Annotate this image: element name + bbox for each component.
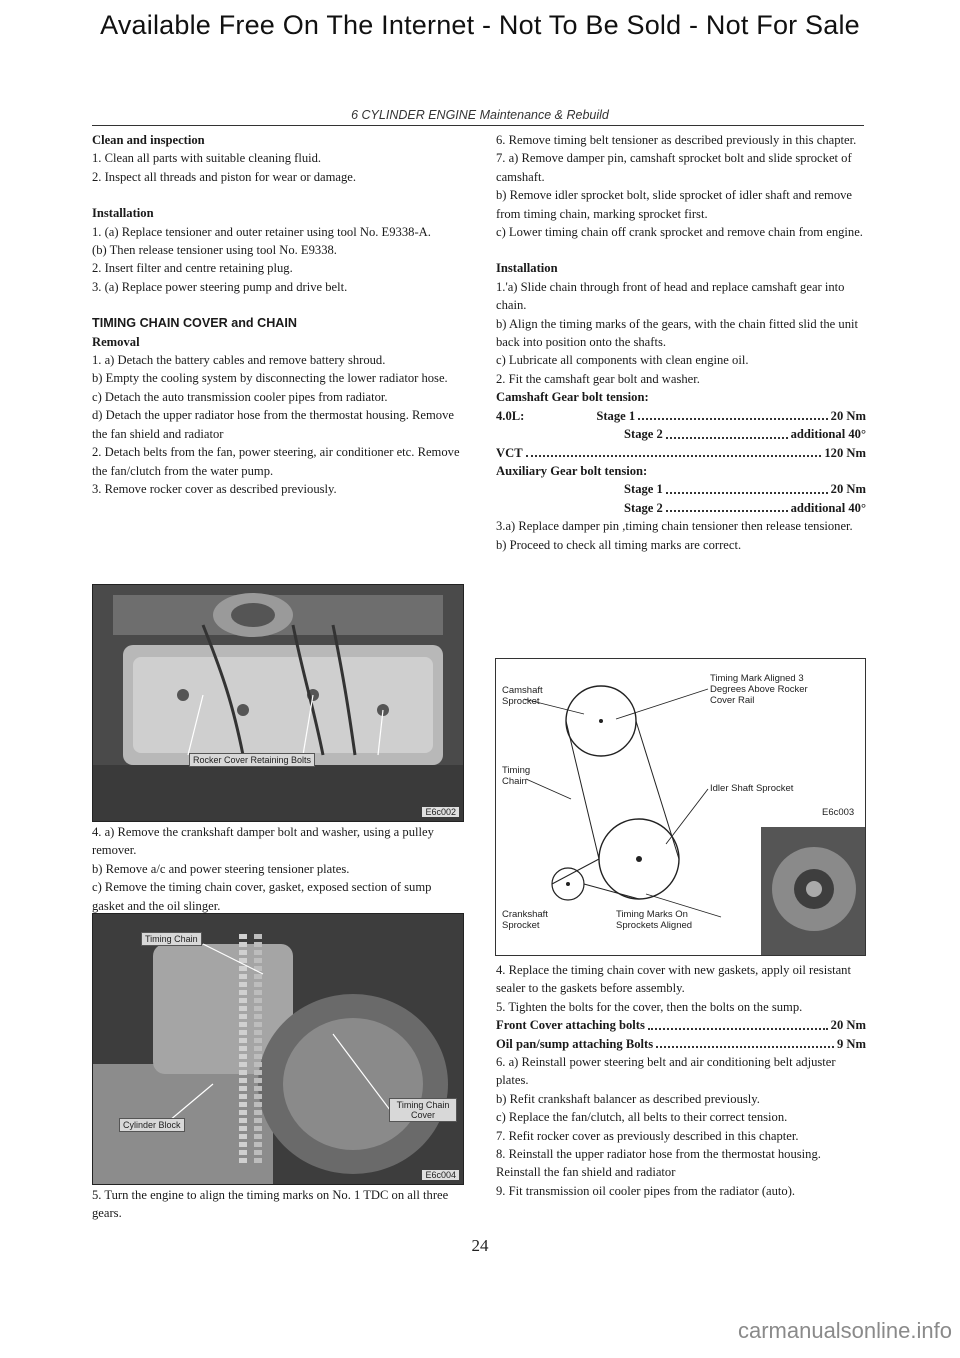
spec-stage2-label: Stage 2 [624,427,663,442]
left-column-mid [92,823,464,915]
removal-step-7a: 7. a) Remove damper pin, camshaft sprocket bolt and slide sprocket of camshaft. [496,151,852,184]
rocker-bolts-label: Rocker Cover Retaining Bolts [189,753,315,767]
install-step-r8: 8. Reinstall the upper radiator hose from the thermostat housing. Reinstall the fan shield and radiator [496,1147,821,1180]
install-step-r7: 7. Refit rocker cover as previously described in this chapter. [496,1128,799,1143]
fig3-code: E6c003 [822,807,855,818]
removal-step-4a: 4. a) Remove the crankshaft damper bolt and washer, using a pulley remover. [92,825,434,858]
aux-tension-heading: Auxiliary Gear bolt tension: [496,463,648,478]
section-title: TIMING CHAIN COVER and CHAIN [92,316,297,331]
removal-step-3: 3. Remove rocker cover as described previously. [92,481,337,496]
header-rule [92,125,864,126]
spec-aux-stage1-value: 20 Nm [830,482,866,497]
removal-step-1a: 1. a) Detach the battery cables and remove battery shroud. [92,353,386,368]
clean-heading: Clean and inspection [92,133,205,147]
timing-marks-diagram [495,658,866,956]
install-step-r5: 5. Tighten the bolts for the cover, then the bolts on the sump. [496,999,803,1014]
spec-aux-stage1-label: Stage 1 [624,482,663,497]
cam-sprocket-label: Camshaft Sprocket [502,685,543,707]
engine-rocker-cover-photo [92,584,464,822]
install-step-r3b: b) Proceed to check all timing marks are correct. [496,537,742,552]
fig1-code: E6c002 [422,807,459,817]
spec-aux-stage2-label: Stage 2 [624,500,663,515]
spec-vct [496,444,866,462]
spec-aux-stage2 [496,499,866,517]
idler-sprocket-label: Idler Shaft Sprocket [710,783,794,794]
removal-step-7c: c) Lower timing chain off crank sprocket and remove chain from engine. [496,225,863,240]
marks-aligned-label: Timing Marks On Sprockets Aligned [616,909,693,931]
timing-mark-top-label: Timing Mark Aligned 3 Degrees Above Rocker Cover Rail [710,673,808,706]
removal-heading: Removal [92,334,140,349]
removal-step-4b: b) Remove a/c and power steering tensioner plates. [92,861,350,876]
right-column-bottom [496,961,866,1200]
removal-step-6: 6. Remove timing belt tensioner as described previously in this chapter. [496,133,857,147]
footer-watermark: carmanualsonline.info [737,1318,952,1343]
spec-aux-stage1 [496,480,866,498]
engine-photo-art [93,585,463,821]
install-step-1b: (b) Then release tensioner using tool No. E9338. [92,243,337,258]
install-step-r1b: b) Align the timing marks of the gears, with the chain fitted slid the unit back into position onto the shafts. [496,316,859,350]
spec-vct-value: 120 Nm [824,445,866,460]
left-column-bottom [92,1186,464,1223]
spec-aux-stage2-value: additional 40° [790,500,866,515]
install-step-3: 3. (a) Replace power steering pump and drive belt. [92,279,348,294]
removal-step-5: 5. Turn the engine to align the timing marks on No. 1 TDC on all three gears. [92,1188,449,1221]
spec-40l-label: 4.0L: [496,408,525,423]
removal-step-1c: c) Detach the auto transmission cooler pipes from radiator. [92,389,388,404]
removal-step-1d: d) Detach the upper radiator hose from the thermostat housing. Remove the fan shield and radiator [92,408,454,441]
page-number: 24 [471,1236,489,1255]
install-step-1: 1. (a) Replace tensioner and outer retainer using tool No. E9338-A. [92,224,431,239]
timing-chain-photo [92,913,464,1185]
spec-40l-stage1 [496,407,866,425]
spec-oil-pan [496,1035,866,1053]
install-step-r4: 4. Replace the timing chain cover with new gaskets, apply oil resistant sealer to the gaskets before assembly. [496,963,851,996]
install-step-r2: 2. Fit the camshaft gear bolt and washer. [496,371,700,386]
spec-oil-pan-label: Oil pan/sump attaching Bolts [496,1036,654,1051]
install-step-r1c: c) Lubricate all components with clean engine oil. [496,353,749,368]
install-step-r6a: 6. a) Reinstall power steering belt and air conditioning belt adjuster plates. [496,1055,836,1088]
spec-vct-label: VCT [496,445,523,460]
spec-oil-pan-value: 9 Nm [836,1036,866,1051]
clean-step-2: 2. Inspect all threads and piston for wear or damage. [92,169,357,184]
installation-heading-right: Installation [496,261,558,276]
spec-stage1-value: 20 Nm [830,408,866,423]
spec-front-cover-label: Front Cover attaching bolts [496,1018,645,1033]
install-step-r1a: 1.'a) Slide chain through front of head and replace camshaft gear into chain. [496,279,845,313]
install-step-r3a: 3.a) Replace damper pin ,timing chain tensioner then release tensioner. [496,519,853,534]
spec-stage2-value: additional 40° [790,427,866,442]
removal-step-1b: b) Empty the cooling system by disconnecting the lower radiator hose. [92,371,448,386]
spec-front-cover-value: 20 Nm [830,1018,866,1033]
left-column-top [92,131,464,498]
clean-step-1: 1. Clean all parts with suitable cleaning fluid. [92,151,322,166]
timing-chain-cover-label: Timing Chain Cover [389,1098,457,1122]
cam-tension-heading: Camshaft Gear bolt tension: [496,390,649,405]
removal-step-4c: c) Remove the timing chain cover, gasket, exposed section of sump gasket and the oil slinger. [92,880,432,913]
spec-40l-stage2 [496,425,866,443]
removal-step-7b: b) Remove idler sprocket bolt, slide sprocket of idler shaft and remove from timing chain, marking sprocket first. [496,188,853,221]
timing-chain-label: Timing Chain [141,932,202,946]
crank-sprocket-label: Crankshaft Sprocket [502,909,548,931]
right-column-top [496,131,866,554]
watermark-banner: Available Free On The Internet - Not To Be Sold - Not For Sale [100,10,860,40]
timing-chain-diagram-label: Timing Chain [502,765,531,787]
cylinder-block-label: Cylinder Block [119,1118,185,1132]
fig2-code: E6c004 [422,1170,459,1180]
spec-stage1-label: Stage 1 [596,408,636,423]
install-step-r9: 9. Fit transmission oil cooler pipes from the radiator (auto). [496,1183,796,1198]
install-step-r6c: c) Replace the fan/clutch, all belts to their correct tension. [496,1110,788,1125]
removal-step-2: 2. Detach belts from the fan, power steering, air conditioner etc. Remove the fan/clutch from the water pump. [92,445,460,478]
timing-chain-photo-art [93,914,463,1184]
running-head: 6 CYLINDER ENGINE Maintenance & Rebuild [351,108,609,122]
install-step-2: 2. Insert filter and centre retaining plug. [92,261,293,276]
installation-heading: Installation [92,206,154,221]
spec-front-cover [496,1016,866,1034]
install-step-r6b: b) Refit crankshaft balancer as described previously. [496,1091,760,1106]
